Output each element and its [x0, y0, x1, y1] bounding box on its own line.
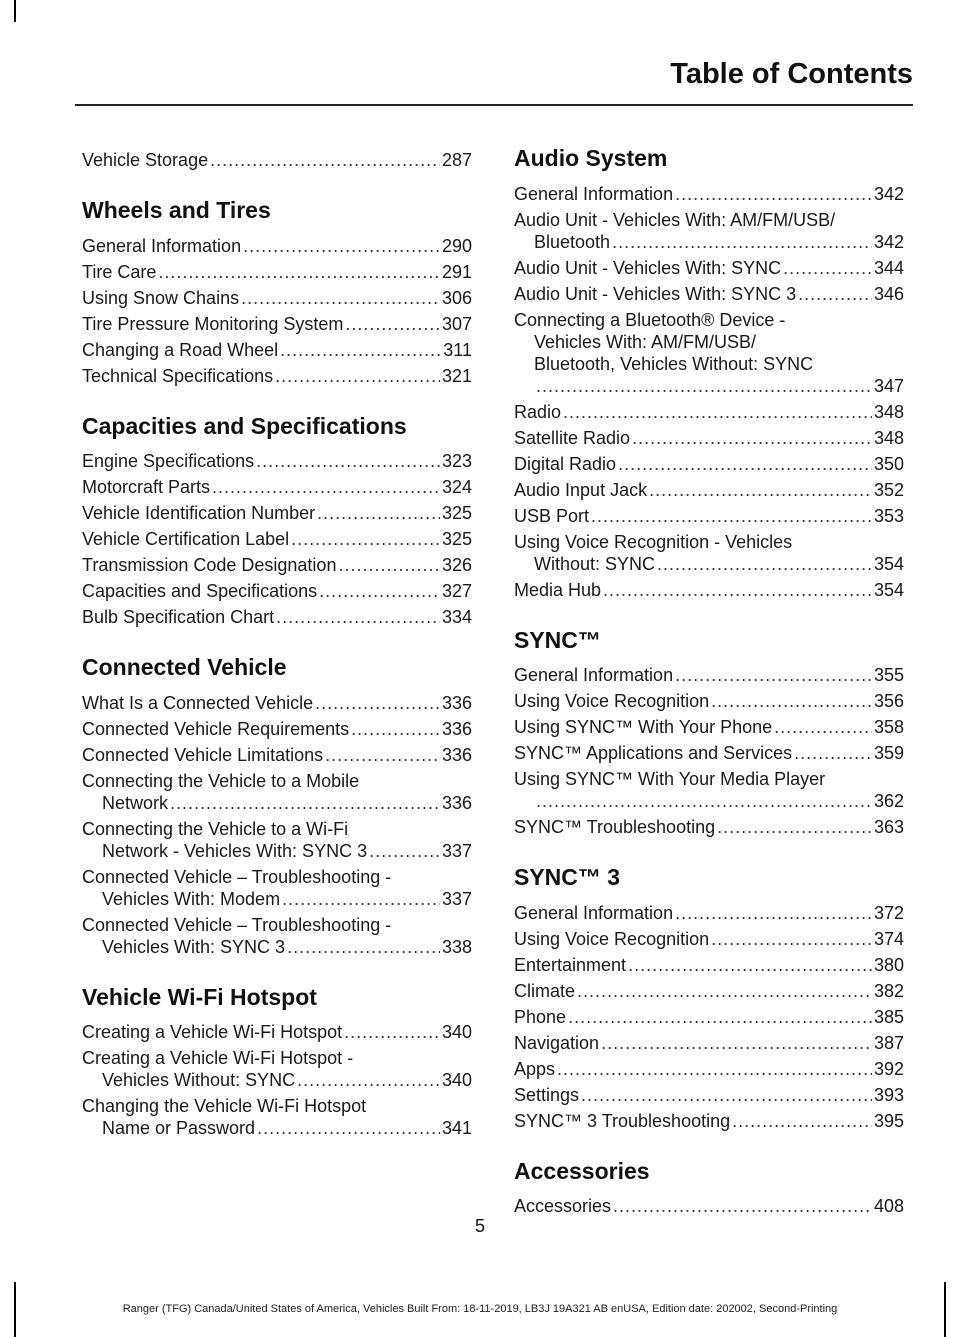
- toc-entry-row: [82, 1021, 472, 1043]
- toc-entry-row: [82, 606, 472, 628]
- toc-entry-title: Motorcraft Parts: [82, 477, 211, 498]
- toc-entry-title: Tire Care: [82, 261, 157, 282]
- toc-entry-row: [82, 528, 472, 550]
- toc-entry[interactable]: [514, 1032, 904, 1054]
- toc-entry-title: Vehicle Certification Label: [82, 529, 290, 550]
- dot-leader: [618, 453, 872, 475]
- toc-entry-row: [82, 339, 472, 361]
- toc-entry-title: Using Voice Recognition: [514, 691, 710, 712]
- dot-leader: [280, 339, 441, 361]
- toc-entry-title: Tire Pressure Monitoring System: [82, 313, 344, 334]
- toc-page-number: 325: [441, 529, 472, 550]
- dot-leader: [557, 1058, 872, 1080]
- toc-entry[interactable]: [514, 768, 904, 812]
- dot-leader: [774, 716, 872, 738]
- toc-entry[interactable]: [514, 664, 904, 686]
- toc-page-number: 341: [441, 1118, 472, 1139]
- toc-entry[interactable]: [514, 902, 904, 924]
- toc-entry-title: Bulb Specification Chart: [82, 607, 275, 628]
- toc-entry-title-line: Connecting the Vehicle to a Mobile: [82, 770, 360, 791]
- toc-entry-title: Using SYNC™ With Your Phone: [514, 717, 773, 738]
- dot-leader: [628, 954, 872, 976]
- toc-entry-title-line: Audio Unit - Vehicles With: AM/FM/USB/: [514, 209, 836, 230]
- toc-page-number: 337: [441, 888, 472, 909]
- dot-leader: [711, 928, 872, 950]
- toc-entry[interactable]: [514, 742, 904, 764]
- toc-entry-row: [514, 980, 904, 1002]
- toc-entry-row: [82, 1117, 472, 1139]
- toc-section-heading: Wheels and Tires: [82, 197, 271, 223]
- toc-entry-title: Settings: [514, 1084, 580, 1105]
- toc-entry-title: Digital Radio: [514, 453, 617, 474]
- toc-entry[interactable]: [514, 479, 904, 501]
- toc-entry-title: Entertainment: [514, 954, 627, 975]
- toc-entry-title-line: Creating a Vehicle Wi-Fi Hotspot -: [82, 1048, 354, 1069]
- toc-page-number: 352: [873, 479, 904, 500]
- toc-entry-row: [82, 149, 472, 171]
- dot-leader: [325, 744, 440, 766]
- toc-entry[interactable]: [82, 554, 472, 576]
- dot-leader: [717, 816, 872, 838]
- toc-entry-row: [514, 690, 904, 712]
- toc-entry-title: SYNC™ 3 Troubleshooting: [514, 1110, 731, 1131]
- toc-entry[interactable]: [514, 453, 904, 475]
- toc-entry[interactable]: [82, 914, 472, 958]
- toc-entry-title: Connected Vehicle Limitations: [82, 744, 324, 765]
- toc-entry-row: [514, 427, 904, 449]
- toc-page-number: 385: [873, 1006, 904, 1027]
- toc-entry-title: Technical Specifications: [82, 365, 274, 386]
- toc-section-heading: Vehicle Wi-Fi Hotspot: [82, 983, 317, 1010]
- toc-entry-row: [514, 1058, 904, 1080]
- toc-entry-row: [82, 744, 472, 766]
- toc-page-number: 348: [873, 401, 904, 422]
- toc-entry-title: Media Hub: [514, 579, 602, 600]
- toc-page-number: 306: [441, 287, 472, 308]
- dot-leader: [603, 579, 872, 601]
- toc-entry-title: Audio Input Jack: [514, 479, 648, 500]
- toc-page-number: 393: [873, 1084, 904, 1105]
- dot-leader: [170, 792, 440, 814]
- toc-entry[interactable]: [82, 261, 472, 283]
- toc-page-number: 380: [873, 954, 904, 975]
- dot-leader: [275, 365, 440, 387]
- toc-page-number: 348: [873, 427, 904, 448]
- toc-entry-row: [82, 718, 472, 740]
- toc-entry-title-line: Connecting a Bluetooth® Device -: [514, 309, 786, 330]
- toc-entry[interactable]: [82, 365, 472, 387]
- toc-page-number: 392: [873, 1058, 904, 1079]
- toc-entry-row: [514, 1006, 904, 1028]
- dot-leader: [711, 690, 872, 712]
- dot-leader: [282, 888, 440, 910]
- dot-leader: [783, 257, 872, 279]
- toc-entry-title-line: Connected Vehicle – Troubleshooting -: [82, 914, 392, 935]
- toc-entry[interactable]: [514, 1084, 904, 1106]
- toc-entry[interactable]: [514, 257, 904, 279]
- dot-leader: [591, 505, 872, 527]
- toc-page-number: 347: [873, 375, 904, 396]
- dot-leader: [338, 554, 440, 576]
- toc-entry-row: [82, 554, 472, 576]
- toc-entry[interactable]: [514, 1006, 904, 1028]
- toc-entry-row: [514, 401, 904, 423]
- toc-entry[interactable]: [514, 1110, 904, 1132]
- toc-entry-title: Connected Vehicle Requirements: [82, 718, 350, 739]
- dot-leader: [612, 231, 872, 253]
- toc-section-heading: SYNC™: [514, 626, 601, 653]
- dot-leader: [256, 450, 440, 472]
- toc-entry-row: [514, 1110, 904, 1132]
- toc-entry-row: [514, 928, 904, 950]
- toc-page-number: 359: [873, 743, 904, 764]
- toc-entry[interactable]: [82, 1047, 472, 1091]
- footer-edition-info: Ranger (TFG) Canada/United States of America, Vehicles Built From: 18-11-2019, LB3J 19A321 AB enUSA, Edition date: 202002, Second-Printing: [122, 1303, 838, 1315]
- toc-entry[interactable]: [514, 209, 904, 253]
- toc-entry-row: [514, 816, 904, 838]
- dot-leader: [601, 1032, 872, 1054]
- toc-page-number: 362: [873, 791, 904, 812]
- toc-page-number: 336: [441, 718, 472, 739]
- toc-entry-row: [514, 283, 904, 305]
- toc-entry-row: [82, 313, 472, 335]
- dot-leader: [732, 1110, 872, 1132]
- dot-leader: [632, 427, 872, 449]
- toc-entry-row: [514, 231, 904, 253]
- toc-entry-title: Transmission Code Designation: [82, 555, 337, 576]
- toc-entry-row: [82, 261, 472, 283]
- toc-entry-title-line: Bluetooth, Vehicles Without: SYNC: [534, 353, 814, 374]
- toc-entry[interactable]: [514, 928, 904, 950]
- toc-entry[interactable]: [514, 980, 904, 1002]
- dot-leader: [241, 287, 440, 309]
- toc-entry[interactable]: [82, 149, 472, 171]
- dot-leader: [257, 1117, 440, 1139]
- toc-entry-title-line: Connecting the Vehicle to a Wi-Fi: [82, 818, 349, 839]
- toc-entry-title-line: Bluetooth: [534, 231, 611, 252]
- dot-leader: [675, 664, 872, 686]
- toc-page-number: 338: [441, 936, 472, 957]
- toc-page-number: 363: [873, 817, 904, 838]
- header-divider: [75, 104, 913, 106]
- toc-page-number: 356: [873, 691, 904, 712]
- dot-leader: [577, 980, 872, 1002]
- crop-mark-top-left: [14, 0, 16, 22]
- toc-entry-title: Audio Unit - Vehicles With: SYNC 3: [514, 283, 797, 304]
- toc-entry-title: Audio Unit - Vehicles With: SYNC: [514, 257, 782, 278]
- toc-page-number: 342: [873, 231, 904, 252]
- toc-entry-title: General Information: [82, 235, 242, 256]
- toc-entry-row: [514, 579, 904, 601]
- toc-page-number: 395: [873, 1110, 904, 1131]
- dot-leader: [536, 375, 872, 397]
- toc-entry-row: [514, 183, 904, 205]
- dot-leader: [158, 261, 440, 283]
- dot-leader: [297, 1069, 440, 1091]
- toc-entry[interactable]: [514, 283, 904, 305]
- toc-entry[interactable]: [514, 531, 904, 575]
- toc-entry-title: General Information: [514, 902, 674, 923]
- toc-entry[interactable]: [82, 450, 472, 472]
- toc-entry[interactable]: [514, 690, 904, 712]
- toc-section-heading: Connected Vehicle: [82, 654, 287, 681]
- dot-leader: [563, 401, 872, 423]
- toc-entry-title-line: Network: [102, 792, 169, 813]
- toc-entry[interactable]: [514, 427, 904, 449]
- toc-page-number: 374: [873, 928, 904, 949]
- dot-leader: [581, 1084, 872, 1106]
- toc-page-number: 337: [441, 840, 472, 861]
- toc-page-number: 307: [441, 313, 472, 334]
- toc-section-heading: Audio System: [514, 145, 668, 171]
- toc-entry-title: SYNC™ Troubleshooting: [514, 817, 716, 838]
- toc-section-heading: SYNC™ 3: [514, 864, 621, 891]
- toc-entry-row: [514, 1032, 904, 1054]
- toc-entry-title: Using Snow Chains: [82, 287, 240, 308]
- toc-entry[interactable]: [82, 692, 472, 714]
- toc-entry[interactable]: [82, 313, 472, 335]
- toc-page-number: 408: [873, 1196, 904, 1217]
- toc-page-number: 336: [441, 692, 472, 713]
- toc-page-number: 372: [873, 902, 904, 923]
- toc-entry-row: [82, 792, 472, 814]
- dot-leader: [344, 1021, 440, 1043]
- toc-page-number: 336: [441, 792, 472, 813]
- toc-entry-title: Vehicle Identification Number: [82, 503, 316, 524]
- toc-entry-title: Using Voice Recognition: [514, 928, 710, 949]
- toc-entry-row: [82, 287, 472, 309]
- toc-entry-title: General Information: [514, 665, 674, 686]
- dot-leader: [351, 718, 440, 740]
- toc-entry[interactable]: [82, 287, 472, 309]
- toc-page-number: 290: [441, 235, 472, 256]
- toc-entry[interactable]: [82, 718, 472, 740]
- toc-entry-row: [82, 692, 472, 714]
- toc-page-number: 336: [441, 744, 472, 765]
- toc-entry[interactable]: [82, 235, 472, 257]
- toc-entry[interactable]: [82, 339, 472, 361]
- toc-entry-title-line: Connected Vehicle – Troubleshooting -: [82, 866, 392, 887]
- page-title: Table of Contents: [670, 58, 913, 90]
- toc-page-number: 350: [873, 453, 904, 474]
- dot-leader: [243, 235, 440, 257]
- toc-entry-row: [82, 888, 472, 910]
- toc-page-number: 326: [441, 555, 472, 576]
- toc-entry-title: Navigation: [514, 1032, 600, 1053]
- toc-entry-row: [514, 716, 904, 738]
- toc-entry-row: [82, 502, 472, 524]
- toc-entry-row: [514, 453, 904, 475]
- toc-entry-row: [82, 580, 472, 602]
- dot-leader: [369, 840, 440, 862]
- dot-leader: [657, 553, 872, 575]
- dot-leader: [345, 313, 440, 335]
- toc-entry-title: Radio: [514, 401, 562, 422]
- toc-entry-title: Phone: [514, 1006, 567, 1027]
- toc-entry-title-line: Network - Vehicles With: SYNC 3: [102, 840, 368, 861]
- toc-entry-title: Changing a Road Wheel: [82, 339, 279, 360]
- dot-leader: [568, 1006, 872, 1028]
- toc-page-number: 287: [441, 150, 472, 170]
- toc-entry-row: [82, 476, 472, 498]
- toc-entry-title: Climate: [514, 980, 576, 1001]
- toc-page-number: 291: [441, 261, 472, 282]
- toc-entry-title: USB Port: [514, 505, 590, 526]
- toc-page-number: 324: [441, 477, 472, 498]
- dot-leader: [315, 692, 440, 714]
- toc-page-number: 353: [873, 505, 904, 526]
- toc-page-number: 344: [873, 257, 904, 278]
- toc-entry[interactable]: [514, 579, 904, 601]
- toc-entry-row: [514, 790, 904, 812]
- toc-entry[interactable]: [82, 1021, 472, 1043]
- dot-leader: [536, 790, 872, 812]
- toc-entry[interactable]: [514, 183, 904, 205]
- toc-entry[interactable]: [514, 716, 904, 738]
- dot-leader: [794, 742, 872, 764]
- toc-page-number: 358: [873, 717, 904, 738]
- toc-entry-title-line: Vehicles With: SYNC 3: [102, 936, 286, 957]
- toc-page-number: 311: [443, 339, 472, 360]
- toc-entry-row: [514, 1195, 904, 1217]
- toc-entry[interactable]: [82, 476, 472, 498]
- toc-entry[interactable]: [82, 502, 472, 524]
- dot-leader: [291, 528, 440, 550]
- toc-page-number: 327: [441, 581, 472, 602]
- dot-leader: [317, 502, 440, 524]
- dot-leader: [649, 479, 872, 501]
- toc-entry[interactable]: [514, 1058, 904, 1080]
- toc-entry-title: What Is a Connected Vehicle: [82, 692, 314, 713]
- toc-entry[interactable]: [82, 818, 472, 862]
- toc-entry[interactable]: [82, 1095, 472, 1139]
- toc-entry-title: Engine Specifications: [82, 451, 255, 472]
- toc-entry-row: [82, 365, 472, 387]
- toc-page-number: 355: [873, 665, 904, 686]
- toc-entry-row: [514, 664, 904, 686]
- toc-entry-title: Satellite Radio: [514, 427, 631, 448]
- toc-entry-title-line: Changing the Vehicle Wi-Fi Hotspot: [82, 1096, 367, 1117]
- dot-leader: [319, 580, 440, 602]
- dot-leader: [798, 283, 872, 305]
- toc-page-number: 354: [873, 553, 904, 574]
- toc-entry-row: [514, 505, 904, 527]
- toc-page-number: 323: [441, 451, 472, 472]
- toc-entry-row: [514, 1084, 904, 1106]
- toc-entry[interactable]: [514, 401, 904, 423]
- toc-entry[interactable]: [514, 309, 904, 397]
- toc-page-number: 325: [441, 503, 472, 524]
- dot-leader: [276, 606, 440, 628]
- dot-leader: [613, 1195, 872, 1217]
- toc-entry-title: SYNC™ Applications and Services: [514, 743, 793, 764]
- toc-section-heading: Accessories: [514, 1157, 650, 1184]
- toc-section-heading: Capacities and Specifications: [82, 412, 407, 439]
- toc-entry[interactable]: [82, 580, 472, 602]
- toc-entry-row: [514, 553, 904, 575]
- toc-entry-title: Vehicle Storage: [82, 150, 209, 170]
- toc-entry-title: Apps: [514, 1058, 556, 1079]
- toc-page-number: 382: [873, 980, 904, 1001]
- toc-entry[interactable]: [82, 528, 472, 550]
- toc-entry[interactable]: [82, 606, 472, 628]
- toc-entry-row: [514, 257, 904, 279]
- toc-entry-row: [514, 954, 904, 976]
- toc-entry[interactable]: [82, 770, 472, 814]
- toc-entry-title-line: Without: SYNC: [534, 553, 656, 574]
- toc-entry-row: [514, 742, 904, 764]
- toc-entry-title: General Information: [514, 183, 674, 204]
- toc-entry-title-line: Vehicles With: AM/FM/USB/: [534, 331, 757, 352]
- toc-entry[interactable]: [82, 744, 472, 766]
- toc-entry[interactable]: [514, 505, 904, 527]
- toc-entry-title: Creating a Vehicle Wi-Fi Hotspot: [82, 1022, 343, 1043]
- toc-entry-title-line: Vehicles With: Modem: [102, 888, 281, 909]
- toc-entry-row: [514, 479, 904, 501]
- toc-entry-row: [82, 235, 472, 257]
- dot-leader: [212, 476, 440, 498]
- toc-entry-row: [82, 936, 472, 958]
- toc-entry-title: Capacities and Specifications: [82, 581, 318, 602]
- toc-entry[interactable]: [514, 1195, 904, 1217]
- toc-entry-row: [82, 450, 472, 472]
- toc-page-number: 334: [441, 607, 472, 628]
- toc-entry-title: Accessories: [514, 1196, 612, 1217]
- toc-page-number: 340: [441, 1070, 472, 1091]
- toc-entry-row: [82, 1069, 472, 1091]
- dot-leader: [287, 936, 440, 958]
- toc-column-right: [514, 145, 904, 1221]
- toc-entry-title-line: Using Voice Recognition - Vehicles: [514, 531, 793, 552]
- toc-page-number: 321: [441, 365, 472, 386]
- toc-entry-title-line: Name or Password: [102, 1118, 256, 1139]
- toc-column-left: [82, 145, 472, 1143]
- dot-leader: [210, 149, 440, 171]
- toc-entry-row: [514, 902, 904, 924]
- toc-entry-title-line: Using SYNC™ With Your Media Player: [514, 769, 826, 790]
- dot-leader: [675, 902, 872, 924]
- dot-leader: [675, 183, 872, 205]
- toc-entry[interactable]: [82, 866, 472, 910]
- toc-entry[interactable]: [514, 816, 904, 838]
- toc-entry[interactable]: [514, 954, 904, 976]
- toc-page-number: 346: [873, 283, 904, 304]
- toc-entry-row: [514, 375, 904, 397]
- toc-page-number: 342: [873, 183, 904, 204]
- page-number: 5: [474, 1216, 485, 1236]
- toc-page-number: 387: [873, 1032, 904, 1053]
- toc-entry-title-line: Vehicles Without: SYNC: [102, 1070, 296, 1091]
- toc-entry-row: [82, 840, 472, 862]
- toc-page-number: 340: [441, 1022, 472, 1043]
- toc-page-number: 354: [873, 579, 904, 600]
